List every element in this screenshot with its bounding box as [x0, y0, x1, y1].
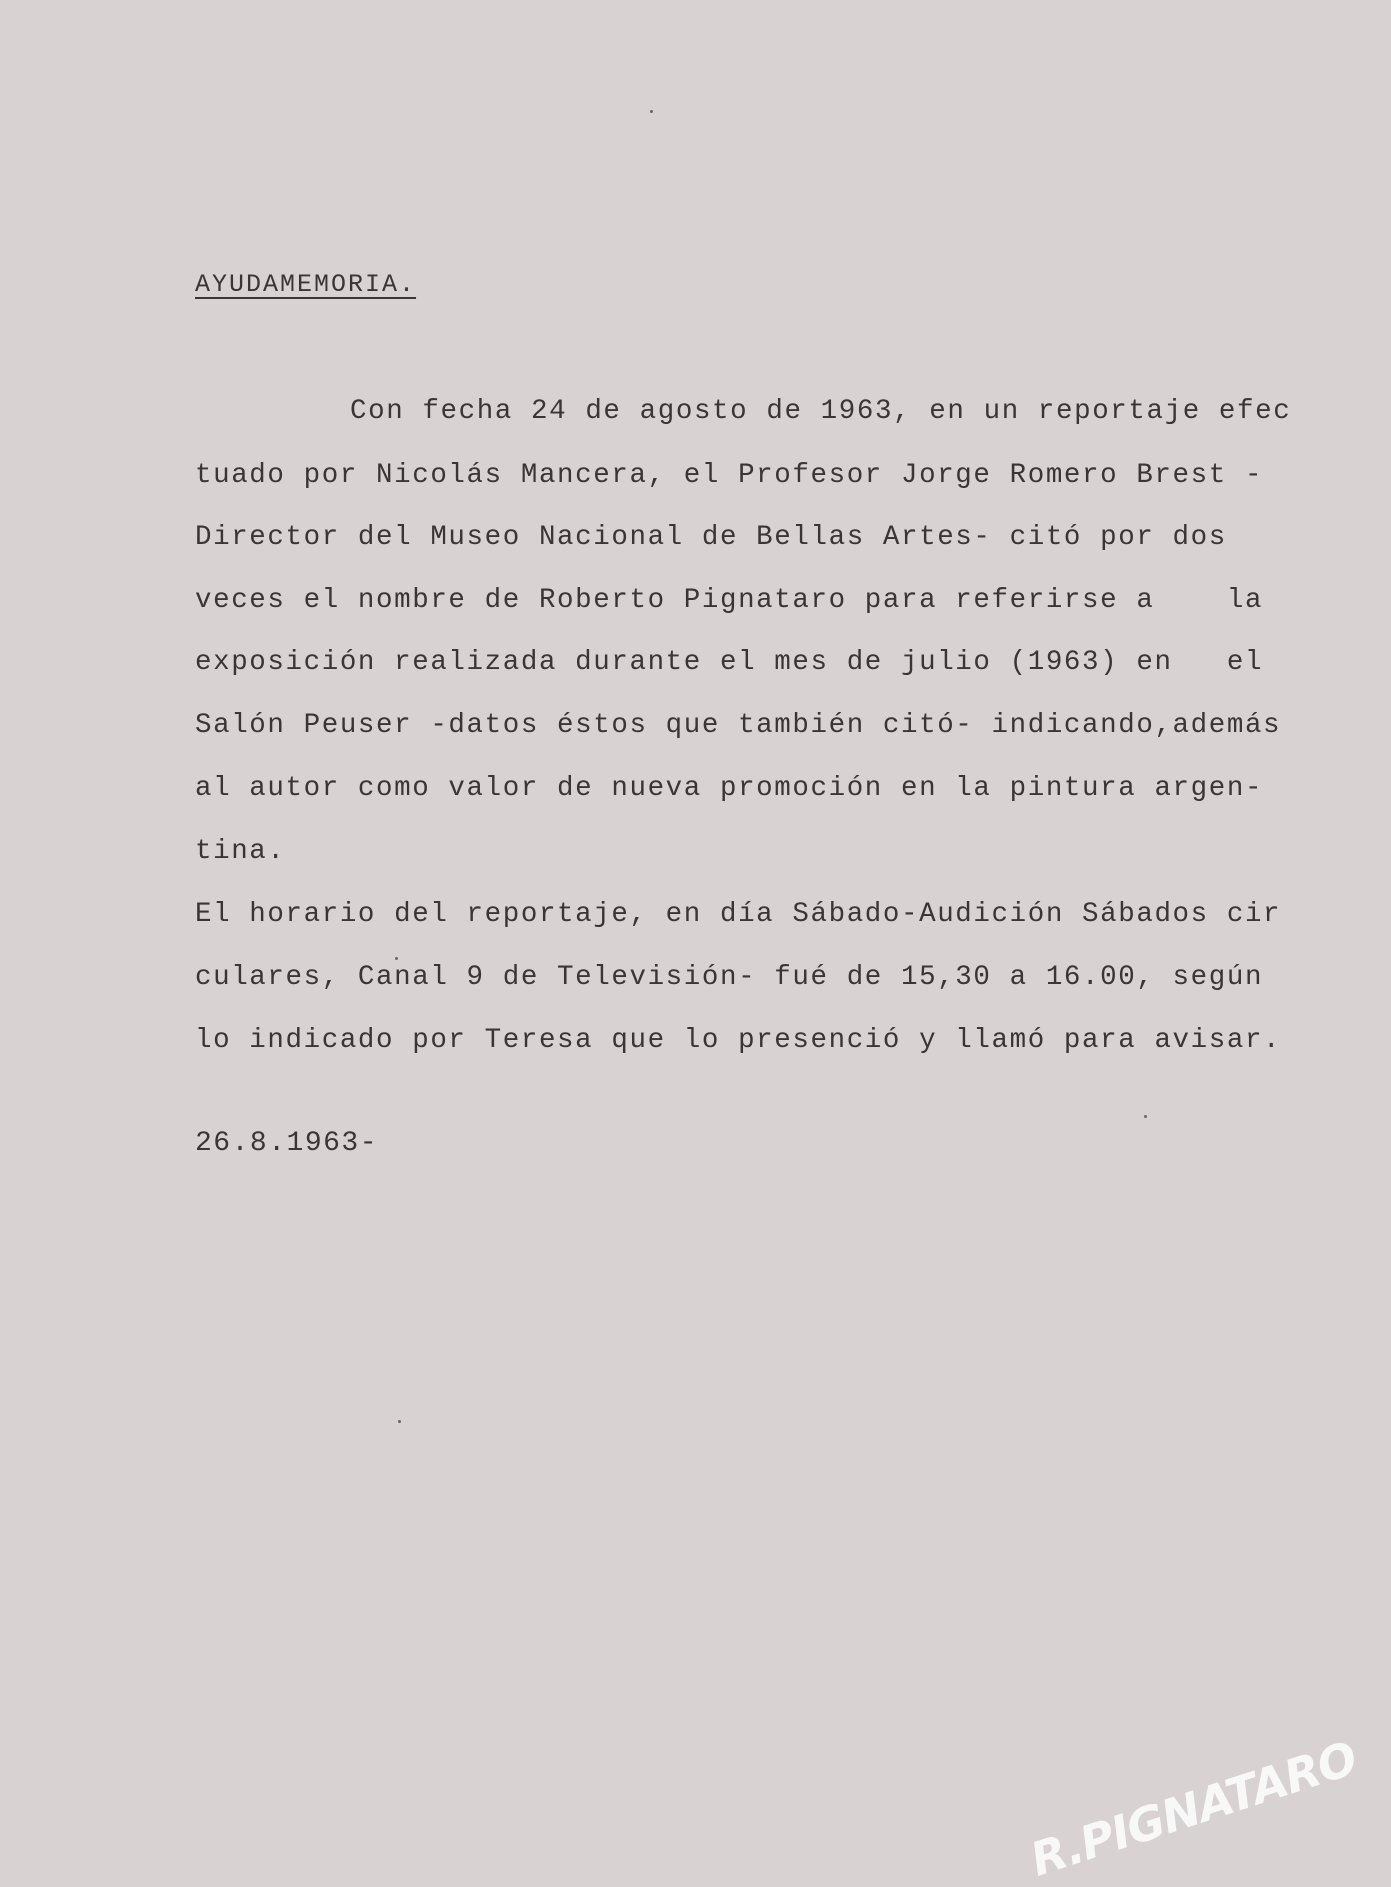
body-line-9: El horario del reportaje, en día Sábado-Audición Sábados cir: [195, 899, 1282, 930]
document-date: 26.8.1963-: [195, 1128, 379, 1159]
body-line-2: tuado por Nicolás Mancera, el Profesor Jorge Romero Brest -: [195, 460, 1264, 491]
body-line-10: culares, Canal 9 de Televisión- fué de 15,30 a 16.00, según: [195, 962, 1264, 993]
body-line-6: Salón Peuser -datos éstos que también citó- indicando,además: [195, 710, 1282, 741]
signature-watermark: R.PIGNATARO: [1023, 1730, 1363, 1887]
body-line-5: exposición realizada durante el mes de julio (1963) en el: [195, 647, 1264, 678]
paper-speck: [650, 110, 653, 113]
body-line-1: Con fecha 24 de agosto de 1963, en un reportaje efec: [350, 396, 1292, 427]
document-heading: [195, 270, 416, 299]
body-line-8: tina.: [195, 836, 286, 867]
heading-text: AYUDAMEMORIA.: [195, 270, 417, 299]
paper-speck: [1144, 1115, 1147, 1118]
paper-speck: [395, 957, 398, 960]
body-line-7: al autor como valor de nueva promoción en la pintura argen-: [195, 773, 1264, 804]
paper-speck: [398, 1420, 401, 1423]
body-line-3: Director del Museo Nacional de Bellas Artes- citó por dos: [195, 522, 1227, 553]
body-line-4: veces el nombre de Roberto Pignataro para referirse a la: [195, 585, 1264, 616]
body-line-11: lo indicado por Teresa que lo presenció y llamó para avisar.: [195, 1025, 1282, 1056]
